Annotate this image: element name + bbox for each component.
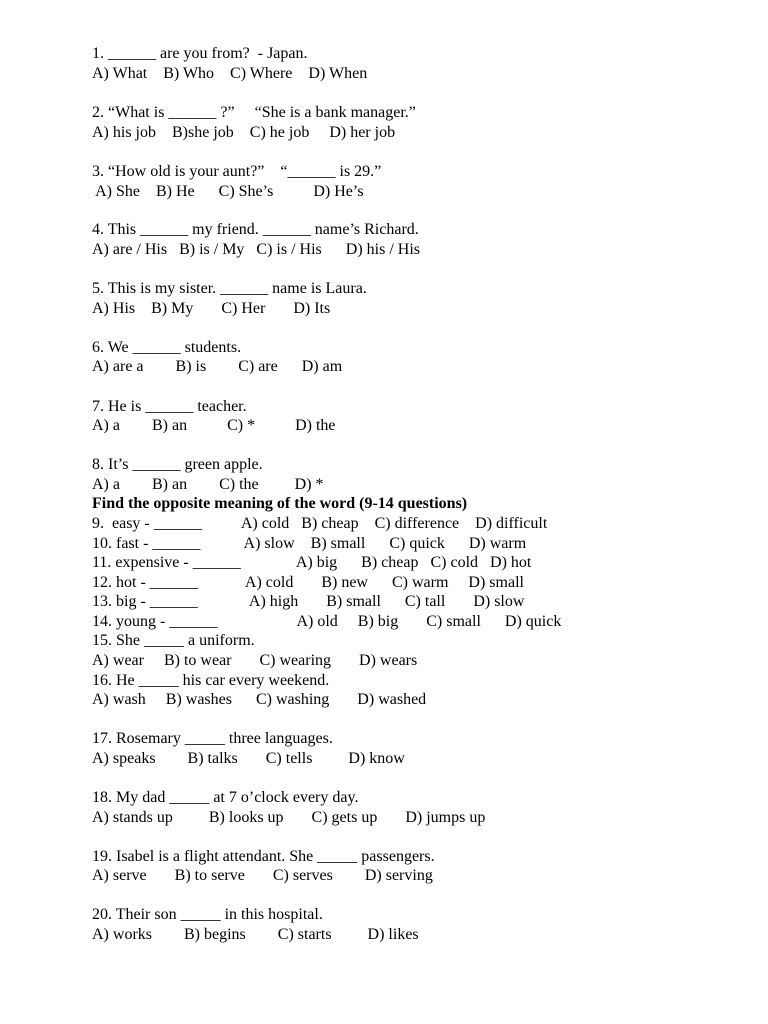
question-16: 16. He _____ his car every weekend. <box>92 672 330 689</box>
options-8: A) a B) an C) the D) * <box>92 476 324 493</box>
question-15: 15. She _____ a uniform. <box>92 632 255 649</box>
question-10: 10. fast - ______ A) slow B) small C) quick D) warm <box>92 535 527 552</box>
question-20: 20. Their son _____ in this hospital. <box>92 906 323 923</box>
question-13: 13. big - ______ A) high B) small C) tall D) slow <box>92 593 525 610</box>
question-7: 7. He is ______ teacher. <box>92 398 247 415</box>
options-17: A) speaks B) talks C) tells D) know <box>92 750 405 767</box>
options-20: A) works B) begins C) starts D) likes <box>92 926 419 943</box>
options-18: A) stands up B) looks up C) gets up D) jumps up <box>92 809 486 826</box>
question-6: 6. We ______ students. <box>92 339 242 356</box>
question-4: 4. This ______ my friend. ______ name’s Richard. <box>92 221 419 238</box>
options-6: A) are a B) is C) are D) am <box>92 358 343 375</box>
question-18: 18. My dad _____ at 7 o’clock every day. <box>92 789 359 806</box>
question-17: 17. Rosemary _____ three languages. <box>92 730 333 747</box>
options-19: A) serve B) to serve C) serves D) serving <box>92 867 433 884</box>
question-9: 9. easy - ______ A) cold B) cheap C) difference D) difficult <box>92 515 548 532</box>
options-5: A) His B) My C) Her D) Its <box>92 300 331 317</box>
question-11: 11. expensive - ______ A) big B) cheap C) cold D) hot <box>92 554 532 571</box>
options-1: A) What B) Who C) Where D) When <box>92 65 368 82</box>
options-16: A) wash B) washes C) washing D) washed <box>92 691 427 708</box>
question-3: 3. “How old is your aunt?” “______ is 29.” <box>92 163 382 180</box>
options-7: A) a B) an C) * D) the <box>92 417 336 434</box>
section-heading: Find the opposite meaning of the word (9-14 questions) <box>92 495 468 512</box>
options-4: A) are / His B) is / My C) is / His D) his / His <box>92 241 420 258</box>
question-2: 2. “What is ______ ?” “She is a bank manager.” <box>92 104 416 121</box>
question-1: 1. ______ are you from? - Japan. <box>92 45 308 62</box>
question-5: 5. This is my sister. ______ name is Laura. <box>92 280 367 297</box>
options-2: A) his job B)she job C) he job D) her job <box>92 124 396 141</box>
options-15: A) wear B) to wear C) wearing D) wears <box>92 652 418 669</box>
options-3: A) She B) He C) She’s D) He’s <box>92 183 364 200</box>
question-12: 12. hot - ______ A) cold B) new C) warm D) small <box>92 574 524 591</box>
question-8: 8. It’s ______ green apple. <box>92 456 263 473</box>
question-19: 19. Isabel is a flight attendant. She _____ passengers. <box>92 848 435 865</box>
question-14: 14. young - ______ A) old B) big C) small D) quick <box>92 613 562 630</box>
